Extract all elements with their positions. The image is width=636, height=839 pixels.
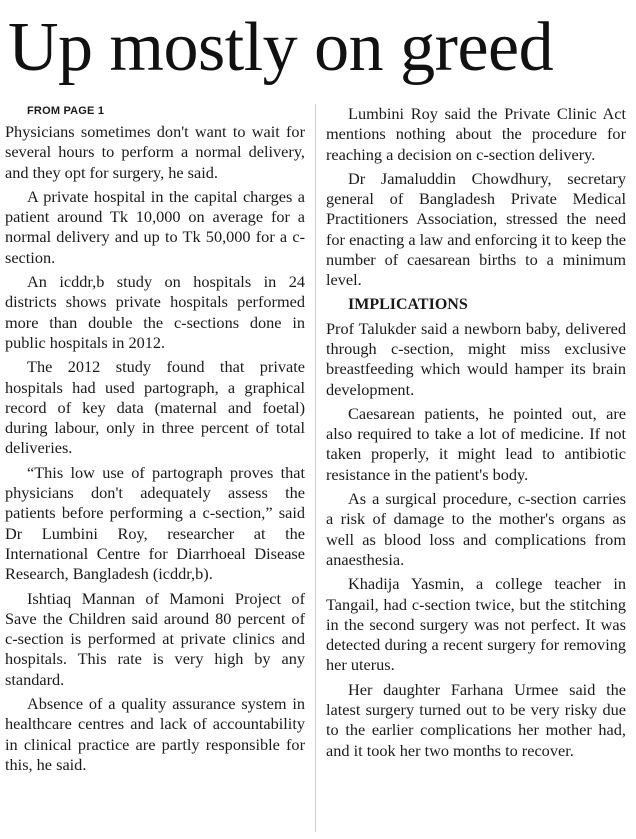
paragraph: “This low use of partograph proves that physicians don't adequately assess the patients before performing a c-section,” said Dr Lumbini Roy, researcher at the International Centre for Diarrhoeal Disease Research, Bangladesh (icddr,b). (5, 462, 305, 584)
column-divider (315, 104, 316, 832)
paragraph: Lumbini Roy said the Private Clinic Act mentions nothing about the procedure for reaching a decision on c-section delivery. (326, 104, 626, 164)
paragraph: Absence of a quality assurance system in healthcare centres and lack of accountability in clinical practice are partly responsible for this, he said. (5, 694, 305, 774)
section-subhead: IMPLICATIONS (348, 295, 468, 313)
paragraph: Ishtiaq Mannan of Mamoni Project of Save the Children said around 80 percent of c-section is performed at private clinics and hospitals. This rate is very high by any standard. (5, 588, 305, 689)
paragraph: An icddr,b study on hospitals in 24 districts shows private hospitals performed more than double the c-sections done in public hospitals in 2012. (5, 272, 305, 352)
paragraph: Physicians sometimes don't want to wait for several hours to perform a normal delivery, and they opt for surgery, he said. (5, 122, 305, 182)
paragraph: Prof Talukder said a newborn baby, delivered through c-section, might miss exclusive breastfeeding which would hamper its brain development. (326, 318, 626, 399)
paragraph: A private hospital in the capital charges a patient around Tk 10,000 on average for a normal delivery and up to Tk 50,000 for a c-section. (5, 186, 305, 267)
paragraph: The 2012 study found that private hospitals had used partograph, a graphical record of key data (maternal and foetal) during labour, only in three percent of total deliveries. (5, 357, 305, 458)
paragraph: Caesarean patients, he pointed out, are also required to take a lot of medicine. If not taken properly, it might lead to antibiotic resistance in the patient's body. (326, 403, 626, 484)
left-column (5, 104, 305, 779)
article-headline: Up mostly on greed (8, 9, 554, 86)
paragraph: Her daughter Farhana Urmee said the latest surgery turned out to be very risky due to the earlier complications her mother had, and it took her two months to recover. (326, 679, 626, 760)
paragraph: Khadija Yasmin, a college teacher in Tangail, had c-section twice, but the stitching in the second surgery was not perfect. It was detected during a recent surgery for removing her uterus. (326, 574, 626, 675)
from-page-label: FROM PAGE 1 (27, 105, 105, 117)
paragraph: As a surgical procedure, c-section carries a risk of damage to the mother's organs as well as blood loss and complications from anaesthesia. (326, 489, 626, 569)
paragraph: Dr Jamaluddin Chowdhury, secretary general of Bangladesh Private Medical Practitioners Association, stressed the need for enacting a law and enforcing it to keep the number of caesarean births to a minimum level. (326, 168, 626, 290)
right-column (326, 104, 626, 765)
